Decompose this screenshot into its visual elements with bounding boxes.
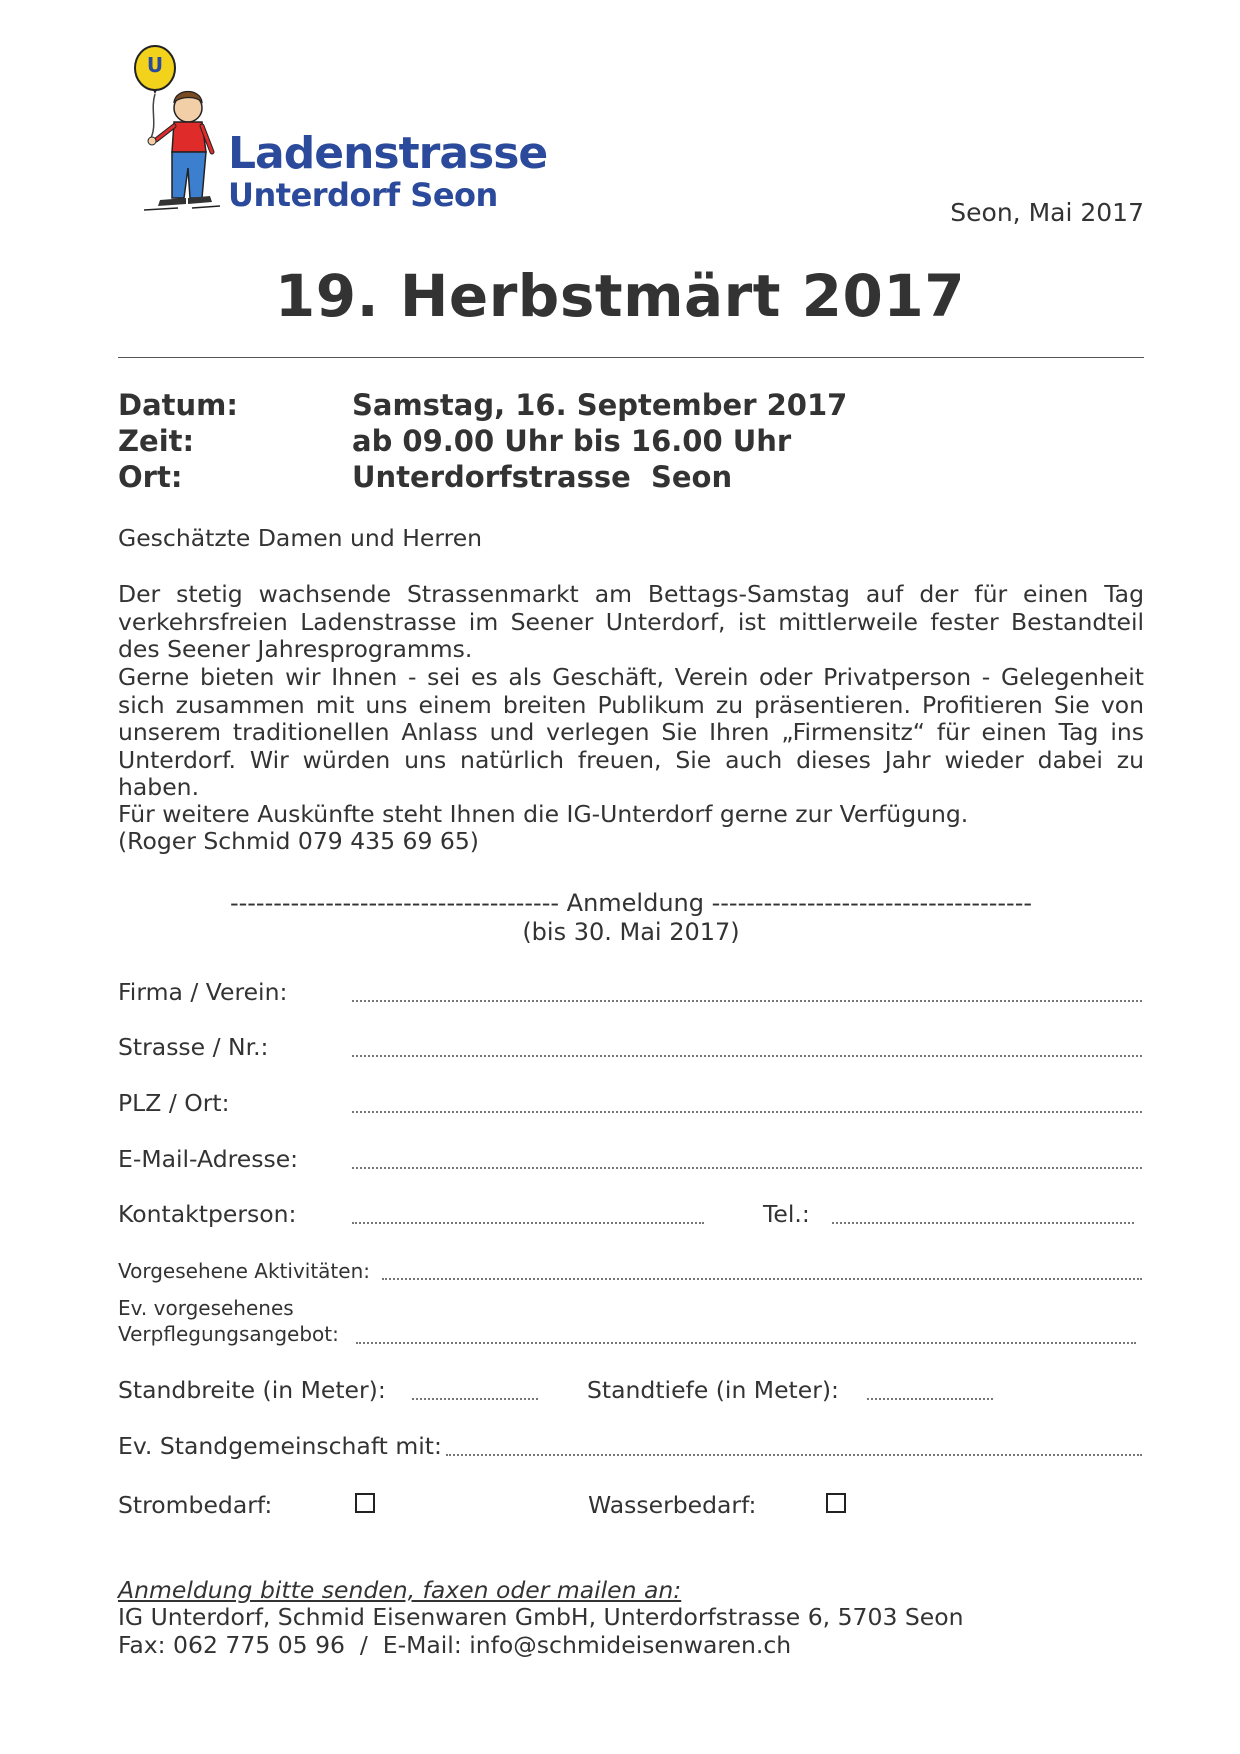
- logo-text-ladenstrasse: Ladenstrasse: [228, 128, 548, 179]
- label-plz-ort: PLZ / Ort:: [118, 1089, 230, 1117]
- label-standbreite: Standbreite (in Meter):: [118, 1376, 386, 1404]
- balloon-letter: U: [146, 53, 164, 77]
- info-label: Ort:: [118, 460, 183, 494]
- footer-contact: Fax: 062 775 05 96 / E-Mail: info@schmideisenwaren.ch: [118, 1631, 792, 1659]
- info-row-ort: [118, 460, 1144, 496]
- label-tel: Tel.:: [763, 1200, 810, 1228]
- plz-ort-input[interactable]: [352, 1111, 1142, 1113]
- tel-input[interactable]: [832, 1222, 1134, 1224]
- firma-input[interactable]: [352, 1000, 1142, 1002]
- aktivitaeten-input[interactable]: [382, 1278, 1142, 1280]
- info-label: Zeit:: [118, 424, 195, 458]
- info-value: Unterdorfstrasse Seon: [352, 460, 733, 494]
- label-verpflegung-1: Ev. vorgesehenes: [118, 1296, 294, 1320]
- footer-address: IG Unterdorf, Schmid Eisenwaren GmbH, Unterdorfstrasse 6, 5703 Seon: [118, 1603, 964, 1631]
- paragraph-1: Der stetig wachsende Strassenmarkt am Bettags-Samstag auf der für einen Tag verkehrsfreien Ladenstrasse im Seener Unterdorf, ist mittlerweile fester Bestandteil des Seener Jahresprogramms.: [118, 580, 1144, 663]
- strombedarf-checkbox[interactable]: [355, 1493, 375, 1513]
- info-label: Datum:: [118, 388, 238, 422]
- info-row-zeit: [118, 424, 1144, 460]
- email-input[interactable]: [352, 1167, 1142, 1169]
- registration-deadline: (bis 30. Mai 2017): [522, 918, 740, 946]
- wasserbedarf-checkbox[interactable]: [826, 1493, 846, 1513]
- greeting: Geschätzte Damen und Herren: [118, 524, 483, 552]
- contact-person: (Roger Schmid 079 435 69 65): [118, 827, 479, 855]
- info-value: ab 09.00 Uhr bis 16.00 Uhr: [352, 424, 792, 458]
- logo-text-unterdorf-seon: Unterdorf Seon: [228, 176, 498, 214]
- info-row-datum: [118, 388, 1144, 424]
- title-divider: [118, 357, 1144, 358]
- event-info: [118, 388, 1144, 496]
- label-standgemeinschaft: Ev. Standgemeinschaft mit:: [118, 1432, 442, 1460]
- info-value: Samstag, 16. September 2017: [352, 388, 848, 422]
- label-email: E-Mail-Adresse:: [118, 1145, 299, 1173]
- label-wasserbedarf: Wasserbedarf:: [588, 1491, 757, 1519]
- contact-line: Für weitere Auskünfte steht Ihnen die IG-Unterdorf gerne zur Verfügung.: [118, 800, 969, 828]
- verpflegung-input[interactable]: [356, 1342, 1136, 1344]
- label-verpflegung-2: Verpflegungsangebot:: [118, 1322, 339, 1346]
- paragraph-2: Gerne bieten wir Ihnen - sei es als Geschäft, Verein oder Privatperson - Gelegenheit sich zusammen mit uns einem breiten Publikum zu präsentieren. Profitieren Sie von unserem traditionellen Anlass und verlegen Sie Ihren „Firmensitz“ für einen Tag ins Unterdorf. Wir würden uns natürlich freuen, Sie auch dieses Jahr wieder dabei zu haben.: [118, 663, 1144, 801]
- footer-heading: Anmeldung bitte senden, faxen oder mailen an:: [118, 1576, 682, 1604]
- label-firma: Firma / Verein:: [118, 978, 288, 1006]
- standtiefe-input[interactable]: [867, 1398, 993, 1400]
- standbreite-input[interactable]: [412, 1398, 538, 1400]
- kontaktperson-input[interactable]: [352, 1222, 704, 1224]
- page-title: 19. Herbstmärt 2017: [274, 262, 966, 330]
- label-kontaktperson: Kontaktperson:: [118, 1200, 297, 1228]
- registration-heading: -------------------------------------- Anmeldung -------------------------------------: [229, 889, 1033, 917]
- label-standtiefe: Standtiefe (in Meter):: [587, 1376, 839, 1404]
- label-aktivitaeten: Vorgesehene Aktivitäten:: [118, 1259, 370, 1283]
- place-date: Seon, Mai 2017: [950, 198, 1144, 227]
- strasse-input[interactable]: [352, 1055, 1142, 1057]
- label-strombedarf: Strombedarf:: [118, 1491, 273, 1519]
- standgemeinschaft-input[interactable]: [446, 1454, 1142, 1456]
- label-strasse: Strasse / Nr.:: [118, 1033, 269, 1061]
- logo: [130, 40, 548, 215]
